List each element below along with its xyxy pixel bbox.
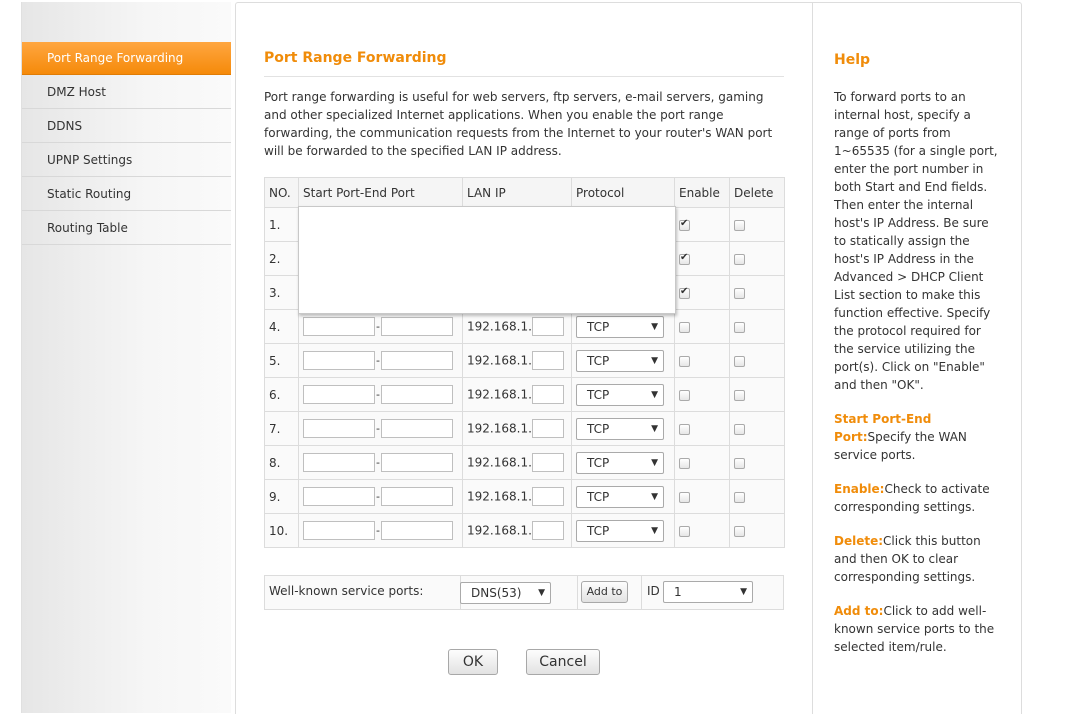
protocol-value: TCP: [587, 489, 610, 504]
port-dash: -: [376, 388, 380, 401]
row-number: 2.: [265, 242, 299, 276]
enable-checkbox[interactable]: [679, 390, 690, 401]
enable-cell: [675, 208, 730, 242]
table-header-row: [265, 178, 785, 208]
protocol-cell: [572, 310, 675, 344]
col-header-delete: Delete: [730, 178, 785, 208]
delete-cell: [730, 242, 785, 276]
enable-checkbox[interactable]: [679, 458, 690, 469]
table-row: [265, 446, 785, 480]
protocol-value: TCP: [587, 523, 610, 538]
start-port-input[interactable]: [303, 351, 375, 370]
end-port-input[interactable]: [381, 419, 453, 438]
chevron-down-icon: ▼: [651, 389, 658, 400]
delete-cell: [730, 480, 785, 514]
port-range-cell: [299, 310, 463, 344]
add-to-cell: [577, 576, 642, 609]
table-row: [265, 344, 785, 378]
port-dash: -: [376, 354, 380, 367]
lan-ip-input[interactable]: [532, 521, 564, 540]
ip-prefix: 192.168.1.: [467, 353, 532, 368]
service-select[interactable]: [460, 582, 551, 604]
enable-cell: [675, 480, 730, 514]
enable-cell: [675, 242, 730, 276]
row-number: 7.: [265, 412, 299, 446]
lan-ip-cell: [463, 344, 572, 378]
sidebar-item-port-range-forwarding[interactable]: Port Range Forwarding: [22, 42, 231, 75]
delete-checkbox[interactable]: [734, 288, 745, 299]
help-entry: [834, 410, 1004, 464]
well-known-label: Well-known service ports:: [269, 584, 424, 598]
add-to-button[interactable]: Add to: [581, 581, 628, 603]
help-desc: Check to activate corresponding settings.: [834, 482, 990, 514]
delete-checkbox[interactable]: [734, 356, 745, 367]
well-known-ports-bar: [264, 575, 784, 610]
delete-checkbox[interactable]: [734, 390, 745, 401]
ip-prefix: 192.168.1.: [467, 455, 532, 470]
port-range-cell: [299, 446, 463, 480]
delete-checkbox[interactable]: [734, 322, 745, 333]
port-dash: -: [376, 422, 380, 435]
delete-cell: [730, 344, 785, 378]
row-number: 5.: [265, 344, 299, 378]
delete-checkbox[interactable]: [734, 458, 745, 469]
help-entry: [834, 602, 1004, 656]
delete-cell: [730, 276, 785, 310]
lan-ip-input[interactable]: [532, 317, 564, 336]
ip-prefix: 192.168.1.: [467, 387, 532, 402]
sidebar-menu: [21, 2, 231, 713]
end-port-input[interactable]: [381, 453, 453, 472]
enable-cell: [675, 446, 730, 480]
row-number: 1.: [265, 208, 299, 242]
chevron-down-icon: ▼: [651, 491, 658, 502]
enable-checkbox[interactable]: [679, 322, 690, 333]
chevron-down-icon: ▼: [651, 457, 658, 468]
service-select-cell: [460, 576, 578, 609]
enable-cell: [675, 412, 730, 446]
enable-cell: [675, 276, 730, 310]
delete-cell: [730, 208, 785, 242]
help-term: Add to:: [834, 604, 884, 618]
cancel-button[interactable]: Cancel: [526, 649, 600, 675]
port-dash: -: [376, 320, 380, 333]
row-number: 4.: [265, 310, 299, 344]
delete-cell: [730, 378, 785, 412]
help-desc: Click this button and then OK to clear corresponding settings.: [834, 534, 981, 584]
protocol-value: TCP: [587, 455, 610, 470]
protocol-value: TCP: [587, 319, 610, 334]
enable-cell: [675, 344, 730, 378]
lan-ip-input[interactable]: [532, 351, 564, 370]
protocol-cell: [572, 480, 675, 514]
page-title: Port Range Forwarding: [264, 50, 447, 66]
port-range-cell: [299, 480, 463, 514]
protocol-value: TCP: [587, 353, 610, 368]
enable-checkbox[interactable]: [679, 254, 690, 265]
lan-ip-cell: [463, 446, 572, 480]
lan-ip-cell: [463, 514, 572, 548]
table-row: [265, 514, 785, 548]
ok-button[interactable]: OK: [448, 649, 498, 675]
help-desc: Specify the WAN service ports.: [834, 430, 967, 462]
row-number: 9.: [265, 480, 299, 514]
enable-checkbox[interactable]: [679, 492, 690, 503]
row-number: 8.: [265, 446, 299, 480]
ip-prefix: 192.168.1.: [467, 489, 532, 504]
lan-ip-input[interactable]: [532, 385, 564, 404]
help-entry: [834, 480, 1004, 516]
end-port-input[interactable]: [381, 317, 453, 336]
lan-ip-cell: [463, 412, 572, 446]
protocol-select[interactable]: [576, 452, 664, 474]
enable-checkbox[interactable]: [679, 288, 690, 299]
enable-cell: [675, 514, 730, 548]
row-number: 3.: [265, 276, 299, 310]
help-title: Help: [834, 52, 871, 68]
start-port-input[interactable]: [303, 521, 375, 540]
enable-checkbox[interactable]: [679, 220, 690, 231]
delete-checkbox[interactable]: [734, 492, 745, 503]
ip-prefix: 192.168.1.: [467, 319, 532, 334]
port-range-cell: [299, 412, 463, 446]
enable-cell: [675, 310, 730, 344]
port-dash: -: [376, 490, 380, 503]
page-description: Port range forwarding is useful for web servers, ftp servers, e-mail servers, gaming and other specialized Internet applications. When you enable the port range forwarding, the communication requests from the Internet to your router's WAN port will be forwarded to the specified LAN IP address.: [264, 90, 773, 158]
chevron-down-icon: ▼: [651, 525, 658, 536]
chevron-down-icon: ▼: [538, 588, 545, 598]
start-port-input[interactable]: [303, 419, 375, 438]
table-row: [265, 480, 785, 514]
chevron-down-icon: ▼: [740, 587, 747, 597]
port-dash: -: [376, 456, 380, 469]
lan-ip-input[interactable]: [532, 419, 564, 438]
end-port-input[interactable]: [381, 521, 453, 540]
protocol-select[interactable]: [576, 350, 664, 372]
row-number: 10.: [265, 514, 299, 548]
protocol-select[interactable]: [576, 384, 664, 406]
chevron-down-icon: ▼: [651, 355, 658, 366]
id-label: ID: [647, 584, 660, 598]
chevron-down-icon: ▼: [651, 321, 658, 332]
enable-cell: [675, 378, 730, 412]
blank-popup-overlay: [298, 206, 676, 314]
lan-ip-cell: [463, 378, 572, 412]
protocol-cell: [572, 344, 675, 378]
col-header-ports: Start Port-End Port: [299, 178, 463, 208]
protocol-cell: [572, 446, 675, 480]
protocol-value: TCP: [587, 421, 610, 436]
port-range-cell: [299, 344, 463, 378]
end-port-input[interactable]: [381, 385, 453, 404]
well-known-label-cell: [265, 576, 461, 609]
id-select[interactable]: [663, 581, 753, 603]
delete-checkbox[interactable]: [734, 526, 745, 537]
lan-ip-input[interactable]: [532, 453, 564, 472]
col-header-enable: Enable: [675, 178, 730, 208]
protocol-select[interactable]: [576, 520, 664, 542]
port-range-cell: [299, 378, 463, 412]
sidebar-item-ddns[interactable]: DDNS: [22, 110, 231, 143]
id-select-value: 1: [674, 585, 682, 599]
ip-prefix: 192.168.1.: [467, 421, 532, 436]
col-header-lan-ip: LAN IP: [463, 178, 572, 208]
lan-ip-input[interactable]: [532, 487, 564, 506]
port-dash: -: [376, 524, 380, 537]
ip-prefix: 192.168.1.: [467, 523, 532, 538]
help-term: Delete:: [834, 534, 884, 548]
table-row: [265, 378, 785, 412]
protocol-select[interactable]: [576, 486, 664, 508]
help-desc: Click to add well-known service ports to the selected item/rule.: [834, 604, 995, 654]
protocol-select[interactable]: [576, 418, 664, 440]
lan-ip-cell: [463, 480, 572, 514]
delete-cell: [730, 310, 785, 344]
service-select-value: DNS(53): [471, 586, 522, 600]
help-term: Start Port-End Port:: [834, 412, 932, 444]
id-cell: [641, 576, 783, 609]
lan-ip-cell: [463, 310, 572, 344]
start-port-input[interactable]: [303, 385, 375, 404]
chevron-down-icon: ▼: [651, 423, 658, 434]
title-divider: [264, 76, 784, 77]
protocol-cell: [572, 514, 675, 548]
delete-cell: [730, 446, 785, 480]
table-row: [265, 310, 785, 344]
start-port-input[interactable]: [303, 453, 375, 472]
start-port-input[interactable]: [303, 317, 375, 336]
sidebar-item-routing-table[interactable]: Routing Table: [22, 212, 231, 245]
end-port-input[interactable]: [381, 351, 453, 370]
protocol-select[interactable]: [576, 316, 664, 338]
protocol-value: TCP: [587, 387, 610, 402]
delete-checkbox[interactable]: [734, 424, 745, 435]
help-entry: [834, 532, 1004, 586]
col-header-protocol: Protocol: [572, 178, 675, 208]
enable-checkbox[interactable]: [679, 356, 690, 367]
end-port-input[interactable]: [381, 487, 453, 506]
delete-checkbox[interactable]: [734, 220, 745, 231]
table-row: [265, 412, 785, 446]
help-term: Enable:: [834, 482, 885, 496]
help-text: [834, 88, 1004, 672]
sidebar-item-dmz-host[interactable]: DMZ Host: [22, 76, 231, 109]
start-port-input[interactable]: [303, 487, 375, 506]
delete-checkbox[interactable]: [734, 254, 745, 265]
help-intro: To forward ports to an internal host, specify a range of ports from 1~65535 (for a single port, enter the port number in both Start and End fields. Then enter the internal host's IP Address. Be sure to statically assign the host's IP Address in the Advanced > DHCP Client List section to make this function effective. Specify the protocol required for the service utilizing the port(s). Click on "Enable" and then "OK".: [834, 90, 998, 392]
delete-cell: [730, 412, 785, 446]
port-range-cell: [299, 514, 463, 548]
sidebar-item-static-routing[interactable]: Static Routing: [22, 178, 231, 211]
sidebar-item-upnp-settings[interactable]: UPNP Settings: [22, 144, 231, 177]
row-number: 6.: [265, 378, 299, 412]
enable-checkbox[interactable]: [679, 424, 690, 435]
protocol-cell: [572, 378, 675, 412]
enable-checkbox[interactable]: [679, 526, 690, 537]
delete-cell: [730, 514, 785, 548]
protocol-cell: [572, 412, 675, 446]
col-header-no: NO.: [265, 178, 299, 208]
